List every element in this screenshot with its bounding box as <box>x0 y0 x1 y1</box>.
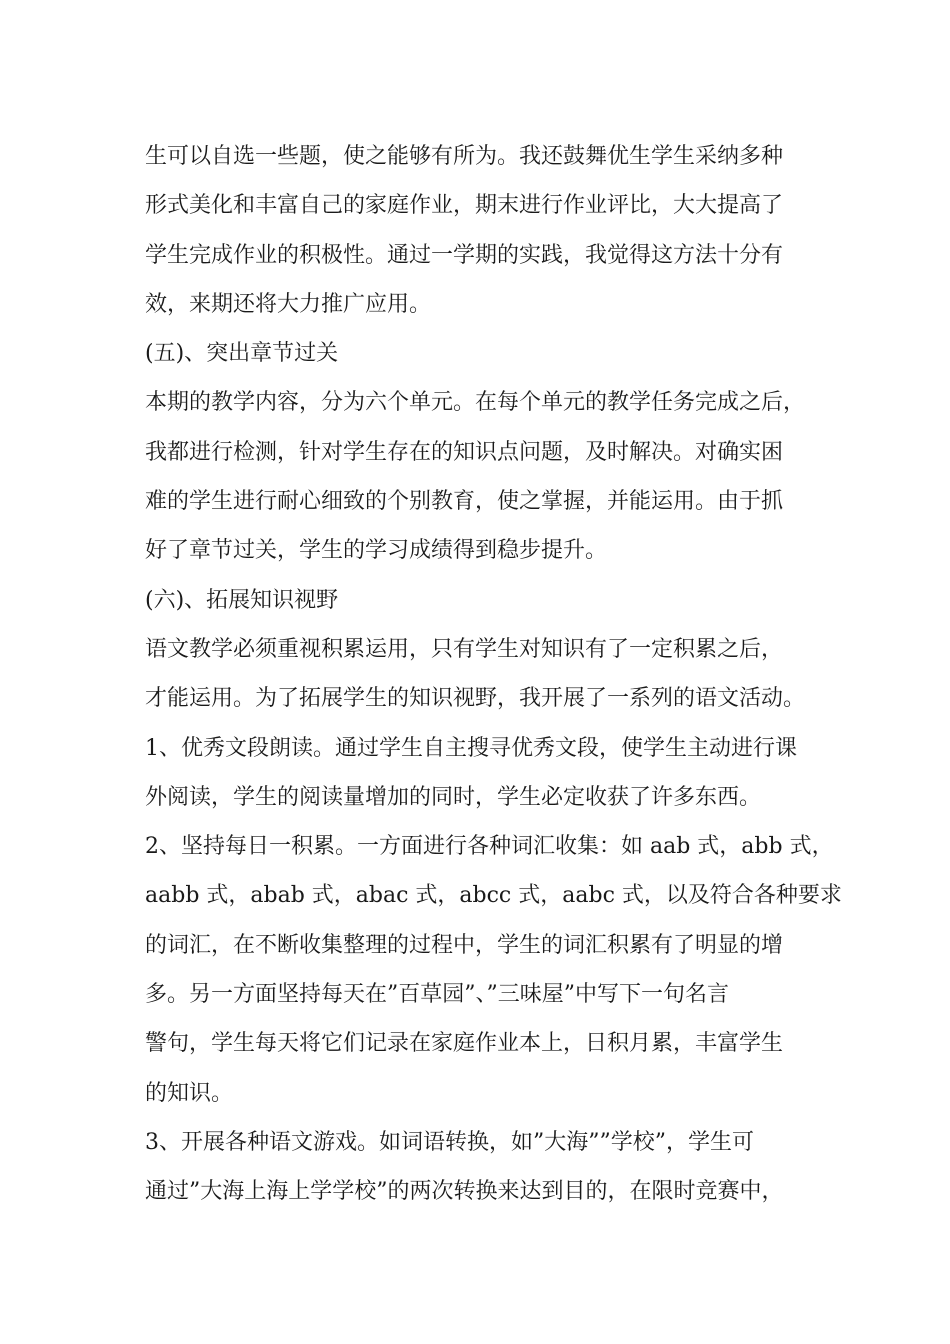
text-line: 本期的教学内容，分为六个单元。在每个单元的教学任务完成之后， <box>145 390 806 416</box>
list-item-line: 2、坚持每日一积累。一方面进行各种词汇收集：如 aab 式，abb 式， <box>145 834 834 860</box>
section-heading: (六)、拓展知识视野 <box>145 587 339 613</box>
text-line: 通过”大海上海上学学校”的两次转换来达到目的，在限时竞赛中， <box>145 1179 784 1205</box>
text-line: 多。另一方面坚持每天在”百草园”、”三味屋”中写下一句名言 <box>145 982 729 1008</box>
text-line: 的知识。 <box>145 1080 234 1106</box>
text-line: 警句，学生每天将它们记录在家庭作业本上，日积月累，丰富学生 <box>145 1031 784 1057</box>
text-line: 学生完成作业的积极性。通过一学期的实践，我觉得这方法十分有 <box>145 242 784 268</box>
text-line: 难的学生进行耐心细致的个别教育，使之掌握，并能运用。由于抓 <box>145 489 784 515</box>
body-text <box>145 132 842 1217</box>
text-line: 的词汇，在不断收集整理的过程中，学生的词汇积累有了明显的增 <box>145 932 784 958</box>
text-line: 好了章节过关，学生的学习成绩得到稳步提升。 <box>145 538 608 564</box>
text-line: 我都进行检测，针对学生存在的知识点问题，及时解决。对确实困 <box>145 439 784 465</box>
text-line: 语文教学必须重视积累运用，只有学生对知识有了一定积累之后， <box>145 636 784 662</box>
text-line: 效，来期还将大力推广应用。 <box>145 291 432 317</box>
list-item-line: 1、优秀文段朗读。通过学生自主搜寻优秀文段，使学生主动进行课 <box>145 735 797 761</box>
list-item-line: 3、开展各种语文游戏。如词语转换，如”大海””学校”，学生可 <box>145 1129 754 1155</box>
text-line: 才能运用。为了拓展学生的知识视野，我开展了一系列的语文活动。 <box>145 686 806 712</box>
text-line: 形式美化和丰富自己的家庭作业，期末进行作业评比，大大提高了 <box>145 193 784 219</box>
text-line: 生可以自选一些题，使之能够有所为。我还鼓舞优生学生采纳多种 <box>145 144 784 169</box>
text-line: aabb 式，abab 式，abac 式，abcc 式，aabc 式，以及符合各种要求 <box>145 883 842 909</box>
section-heading: (五)、突出章节过关 <box>145 341 339 367</box>
text-line: 外阅读，学生的阅读量增加的同时，学生必定收获了许多东西。 <box>145 784 762 810</box>
